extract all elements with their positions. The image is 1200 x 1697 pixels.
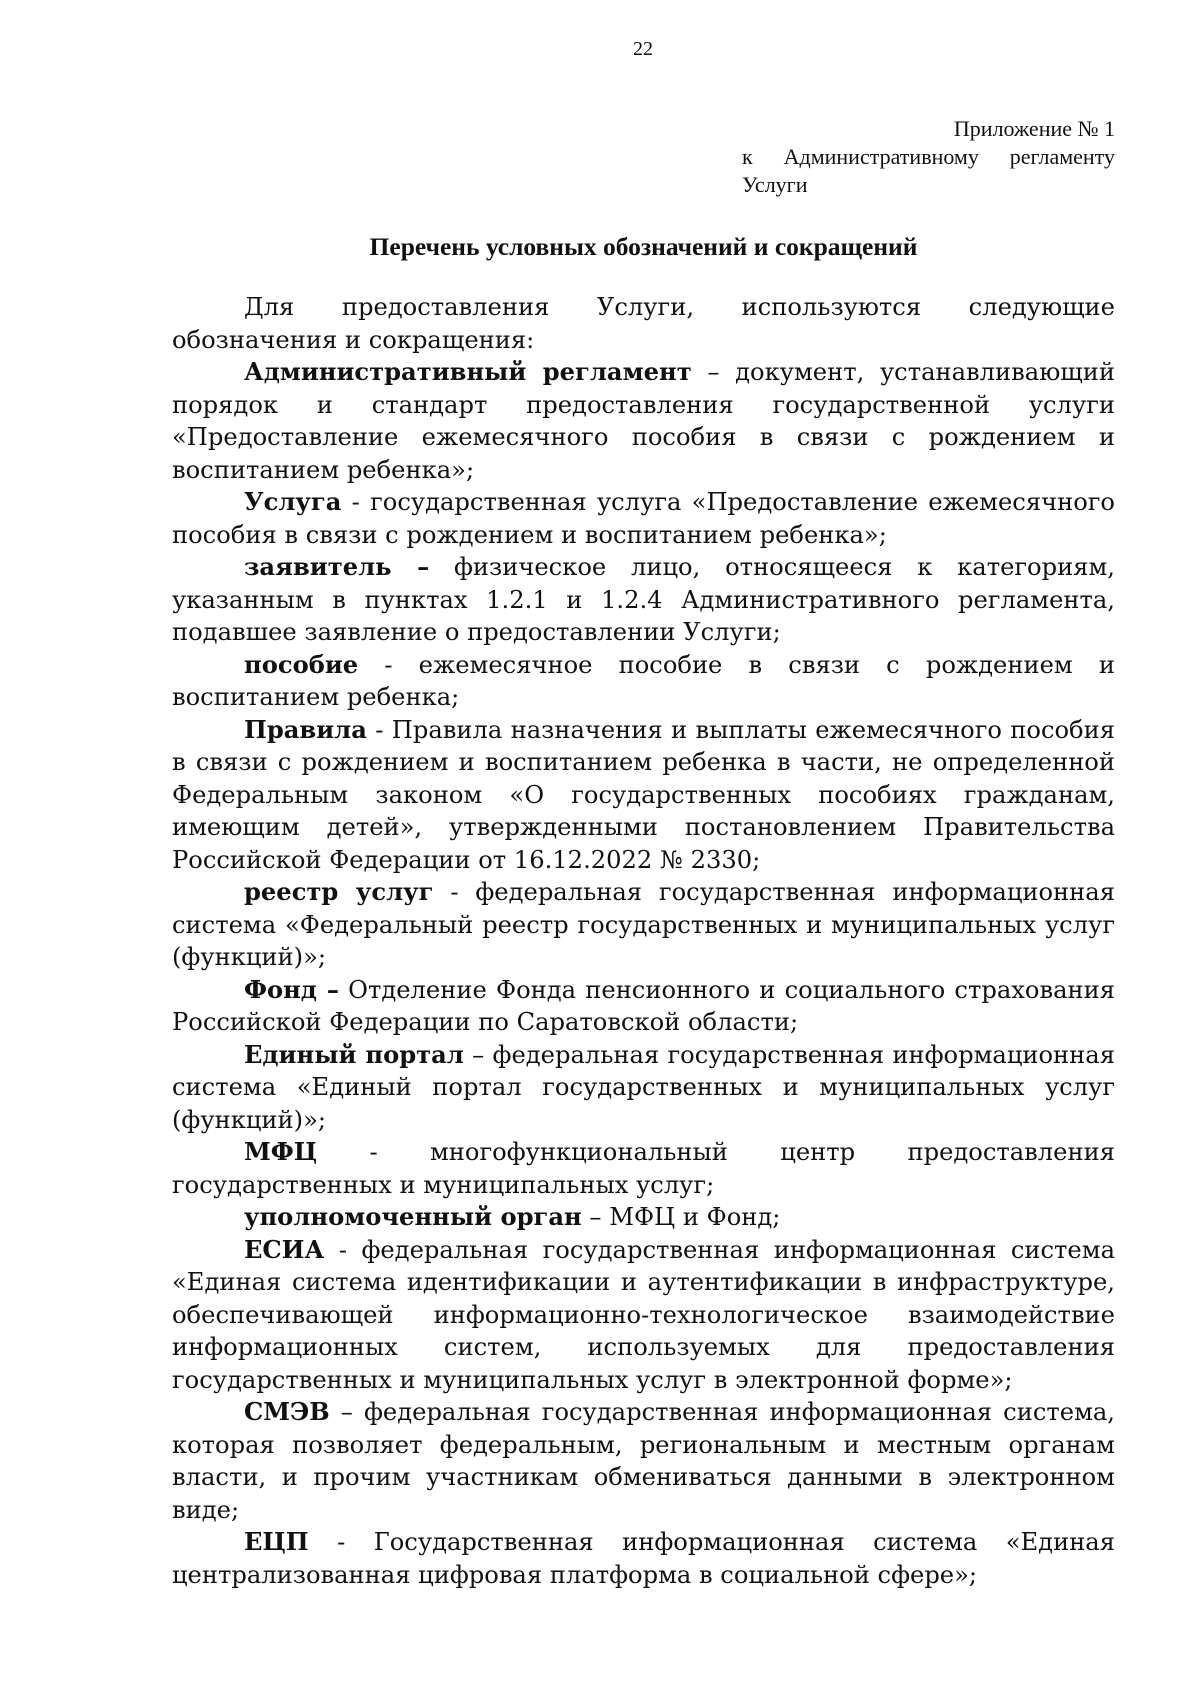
definition-term: уполномоченный орган	[244, 1202, 582, 1231]
definition-separator: –	[691, 358, 736, 386]
definition-term: МФЦ	[244, 1137, 318, 1166]
appendix-number: Приложение № 1	[953, 116, 1115, 141]
definition-term: реестр услуг	[244, 877, 434, 906]
definition-term: ЕЦП	[244, 1527, 309, 1556]
definition-text: МФЦ и Фонд;	[609, 1203, 781, 1231]
definition-text: Отделение Фонда пенсионного и социального страхования Российской Федерации по Саратовской области;	[172, 975, 1116, 1036]
definition-text: государственная услуга «Предоставление ежемесячного пособия в связи с рождением и воспитанием ребенка»;	[172, 488, 1115, 549]
definition-separator: -	[308, 1528, 374, 1556]
document-body	[172, 291, 1115, 1591]
definition-text: Правила назначения и выплаты ежемесячного пособия в связи с рождением и воспитанием ребенка в части, не определенной Федеральным законом «О государственных пособиях гражданам, имеющим детей», утвержденными постановлением Правительства Российской Федерации от 16.12.2022 № 2330;	[172, 715, 1115, 874]
definition-text: ежемесячное пособие в связи с рождением и воспитанием ребенка;	[172, 650, 1115, 711]
definition-text: физическое лицо, относящееся к категориям, указанным в пунктах 1.2.1 и 1.2.4 Административного регламента, подавшее заявление о предоставлении Услуги;	[172, 553, 1115, 646]
definitions-list	[172, 356, 1115, 1591]
definition-item	[172, 876, 1115, 974]
definition-separator: -	[341, 488, 371, 516]
appendix-reference: к Административному регламенту	[742, 144, 1115, 169]
definition-term: Фонд –	[244, 974, 339, 1004]
definition-item	[172, 356, 1115, 486]
definition-separator	[339, 976, 348, 1004]
definition-separator: -	[433, 878, 476, 906]
definition-term: ЕСИА	[244, 1234, 325, 1264]
definition-item	[172, 1201, 1115, 1234]
definition-item	[172, 1136, 1115, 1201]
definition-term: Правила	[244, 714, 367, 744]
document-title: Перечень условных обозначений и сокращений	[369, 232, 918, 261]
definition-term: Единый портал	[244, 1039, 464, 1069]
definition-item	[172, 1396, 1115, 1526]
definition-separator: –	[581, 1203, 610, 1231]
definition-item	[172, 714, 1115, 877]
intro-paragraph: Для предоставления Услуги, используются следующие обозначения и сокращения:	[172, 293, 1115, 354]
definition-term: СМЭВ	[244, 1397, 330, 1426]
definition-separator: -	[324, 1235, 362, 1264]
appendix-header	[742, 115, 1115, 199]
definition-item	[172, 551, 1115, 649]
definition-item	[172, 486, 1115, 551]
page-number: 22	[633, 38, 653, 60]
definition-text: федеральная государственная информационная система «Единая система идентификации и аутентификации в инфраструктуре, обеспечивающей информационно-технологическое взаимодействие информационных систем, используемых для предоставления государственных и муниципальных услуг в электронной форме»;	[172, 1235, 1115, 1394]
definition-item	[172, 1526, 1115, 1591]
definition-separator	[429, 553, 454, 581]
definition-text: многофункциональный центр предоставления государственных и муниципальных услуг;	[172, 1138, 1115, 1199]
appendix-service: Услуги	[742, 172, 808, 197]
definition-item	[172, 974, 1115, 1039]
definition-separator: –	[329, 1398, 364, 1426]
definition-separator: -	[366, 715, 392, 744]
definition-text: федеральная государственная информационная система, которая позволяет федеральным, региональным и местным органам власти, и прочим участникам обмениваться данными в электронном виде;	[172, 1398, 1115, 1524]
definition-separator: –	[463, 1040, 493, 1069]
definition-item	[172, 649, 1115, 714]
definition-item	[172, 1234, 1115, 1397]
definition-text: Государственная информационная система «Единая централизованная цифровая платформа в социальной сфере»;	[172, 1528, 1115, 1589]
definition-text: федеральная государственная информационная система «Единый портал государственных и муниципальных услуг (функций)»;	[172, 1040, 1115, 1134]
definition-item	[172, 1039, 1115, 1137]
definition-text: документ, устанавливающий порядок и стандарт предоставления государственной услуги «Предоставление ежемесячного пособия в связи с рождением и воспитанием ребенка»;	[172, 358, 1115, 484]
definition-term: заявитель –	[244, 552, 430, 581]
definition-term: Услуга	[244, 487, 342, 516]
definition-term: пособие	[244, 649, 359, 679]
definition-separator: -	[358, 650, 419, 679]
definition-term: Административный регламент	[244, 357, 692, 386]
definition-separator: -	[317, 1138, 430, 1166]
definition-text: федеральная государственная информационная система «Федеральный реестр государственных и муниципальных услуг (функций)»;	[172, 878, 1115, 971]
